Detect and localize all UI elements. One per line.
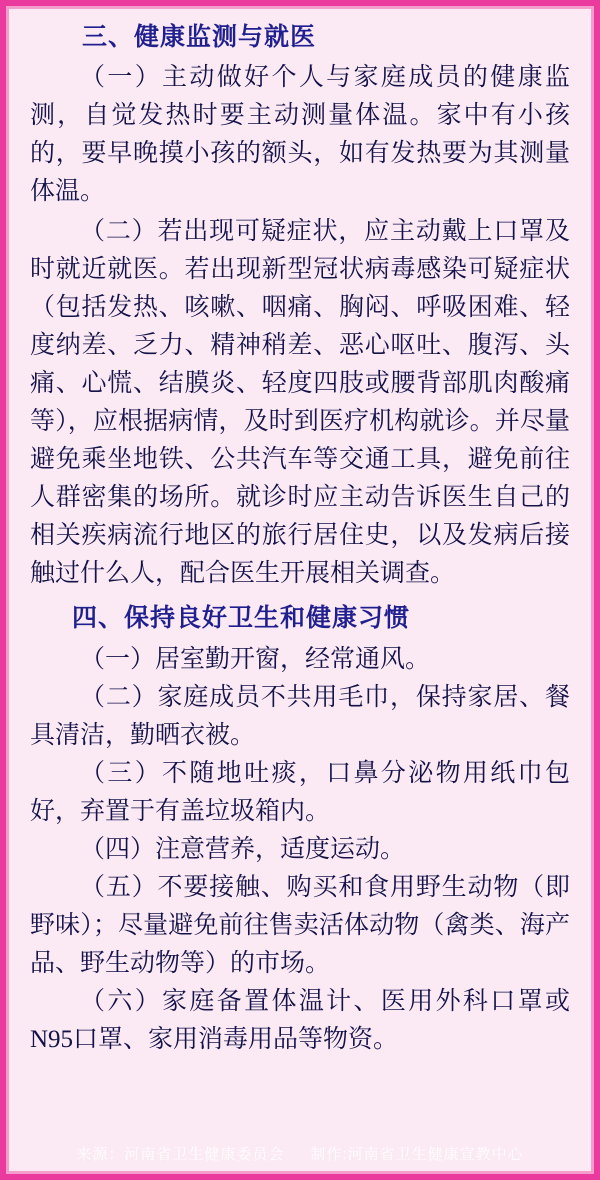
paragraph-4-4: （四）注意营养，适度运动。 bbox=[80, 835, 406, 863]
footer-source: 来源：河南省卫生健康委员会 bbox=[76, 1145, 285, 1163]
footer-producer: 制作:河南省卫生健康宣教中心 bbox=[310, 1145, 524, 1163]
section-title-3: 三、健康监测与就医 bbox=[82, 23, 317, 51]
paragraph-3-2: （二）若出现可疑症状，应主动戴上口罩及时就近就医。若出现新型冠状病毒感染可疑症状（包括发热、咳嗽、咽痛、胸闷、呼吸困难、轻度纳差、乏力、精神稍差、恶心呕吐、腹泻、头痛、心慌、结膜炎、轻度四肢或腰背部肌肉酸痛等），应根据病情，及时到医疗机构就诊。并尽量避免乘坐地铁、公共汽车等交通工具，避免前往人群密集的场所。就诊时应主动告诉医生自己的相关疾病流行地区的旅行居住史，以及发病后接触过什么人，配合医生开展相关调查。 bbox=[30, 218, 570, 588]
paragraph-4-5: （五）不要接触、购买和食用野生动物（即野味）；尽量避免前往售卖活体动物（禽类、海产品、野生动物等）的市场。 bbox=[30, 873, 570, 977]
poster-content bbox=[12, 12, 588, 1132]
paragraph-4-6: （六）家庭备置体温计、医用外科口罩或N95口罩、家用消毒用品等物资。 bbox=[30, 987, 570, 1053]
paragraph-4-2: （二）家庭成员不共用毛巾，保持家居、餐具清洁，勤晒衣被。 bbox=[30, 683, 570, 749]
paragraph-3-1: （一）主动做好个人与家庭成员的健康监测，自觉发热时要主动测量体温。家中有小孩的，要早晚摸小孩的额头，如有发热要为其测量体温。 bbox=[30, 64, 570, 206]
paragraph-4-3: （三）不随地吐痰，口鼻分泌物用纸巾包好，弃置于有盖垃圾箱内。 bbox=[30, 759, 570, 825]
poster-footer bbox=[12, 1136, 588, 1170]
section-title-4: 四、保持良好卫生和健康习惯 bbox=[72, 604, 411, 633]
paragraph-4-1: （一）居室勤开窗，经常通风。 bbox=[80, 645, 431, 673]
